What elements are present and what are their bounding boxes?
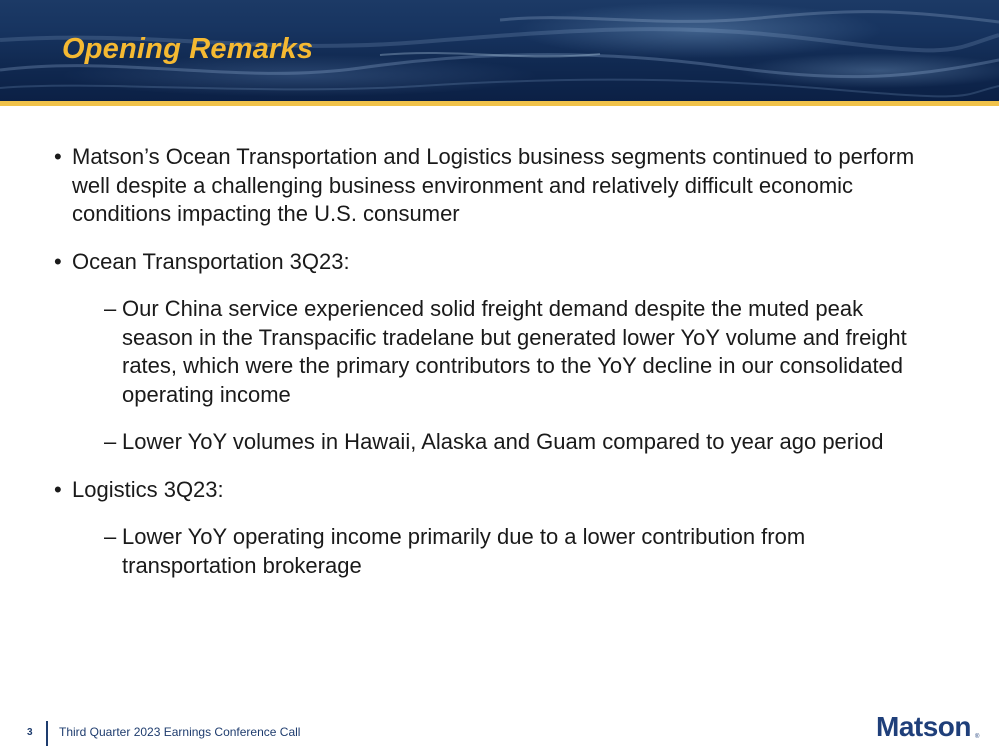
bullet-text: Ocean Transportation 3Q23: <box>72 248 350 274</box>
sub-bullet-text: Lower YoY volumes in Hawaii, Alaska and Guam compared to year ago period <box>122 429 884 454</box>
bullet-text: Matson’s Ocean Transportation and Logistics business segments continued to perform well despite a challenging business environment and relatively difficult economic conditions impacting the U.S. consumer <box>72 144 915 226</box>
header-accent-rule <box>0 101 999 106</box>
bullet-list <box>54 143 934 599</box>
registered-mark: ® <box>975 734 980 740</box>
page-number: 3 <box>27 727 33 738</box>
bullet-marker: • <box>54 248 62 274</box>
slide-title: Opening Remarks <box>62 33 314 65</box>
matson-logo: Matson <box>876 711 971 742</box>
dash-marker: – <box>104 296 117 321</box>
bullet-marker: • <box>54 476 62 502</box>
sub-bullet-item <box>104 428 934 457</box>
bullet-marker: • <box>54 144 62 169</box>
sub-bullet-text: Lower YoY operating income primarily due to a lower contribution from transportation brokerage <box>122 524 806 578</box>
header-banner <box>0 0 999 101</box>
footer-divider <box>46 721 48 746</box>
bullet-text: Logistics 3Q23: <box>72 476 224 502</box>
bullet-item <box>54 143 934 229</box>
sub-bullet-text: Our China service experienced solid freight demand despite the muted peak season in the Transpacific tradelane but generated lower YoY volume and freight rates, which were the primary contributors to the YoY decline in our consolidated operating income <box>122 296 907 407</box>
dash-marker: – <box>104 429 117 454</box>
bullet-item <box>54 476 934 505</box>
footer-caption: Third Quarter 2023 Earnings Conference Call <box>59 725 301 739</box>
sub-bullet-item <box>104 523 934 580</box>
bullet-item <box>54 248 934 277</box>
sub-bullet-item <box>104 295 934 409</box>
dash-marker: – <box>104 524 117 549</box>
